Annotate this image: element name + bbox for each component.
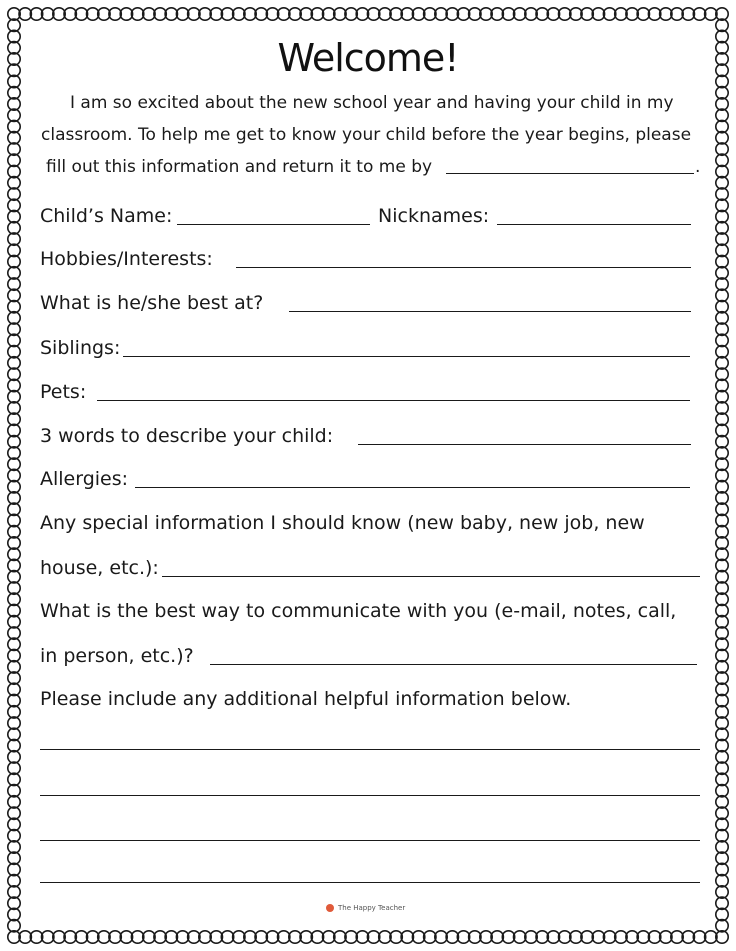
- additional-line-3[interactable]: [40, 840, 700, 841]
- label-communicate-line-2: in person, etc.)?: [40, 645, 194, 667]
- footer-brand: [326, 904, 405, 912]
- best-at-blank[interactable]: [289, 311, 691, 312]
- page-title: Welcome!: [277, 36, 459, 80]
- label-child-name: Child’s Name:: [40, 205, 173, 227]
- hobbies-blank[interactable]: [236, 267, 691, 268]
- label-pets: Pets:: [40, 381, 87, 403]
- return-date-blank[interactable]: [446, 173, 694, 174]
- allergies-blank[interactable]: [135, 487, 690, 488]
- special-info-blank[interactable]: [162, 576, 700, 577]
- label-three-words: 3 words to describe your child:: [40, 425, 334, 447]
- intro-line-3-end: .: [695, 157, 701, 177]
- label-communicate-line-1: What is the best way to communicate with you (e-mail, notes, call,: [40, 600, 677, 622]
- additional-line-2[interactable]: [40, 795, 700, 796]
- label-best-at: What is he/she best at?: [40, 292, 264, 314]
- siblings-blank[interactable]: [123, 356, 690, 357]
- label-allergies: Allergies:: [40, 468, 129, 490]
- child-name-blank[interactable]: [177, 224, 370, 225]
- label-special-info-line-1: Any special information I should know (new baby, new job, new: [40, 512, 645, 534]
- three-words-blank[interactable]: [358, 444, 691, 445]
- pets-blank[interactable]: [97, 400, 690, 401]
- additional-line-4[interactable]: [40, 882, 700, 883]
- footer-brand-text: The Happy Teacher: [338, 904, 406, 912]
- label-siblings: Siblings:: [40, 337, 121, 359]
- nicknames-blank[interactable]: [497, 224, 691, 225]
- label-additional-info: Please include any additional helpful information below.: [40, 688, 572, 710]
- additional-line-1[interactable]: [40, 749, 700, 750]
- apple-icon: [326, 904, 334, 912]
- label-special-info-line-2: house, etc.):: [40, 557, 159, 579]
- label-hobbies: Hobbies/Interests:: [40, 248, 213, 270]
- intro-line-2: classroom. To help me get to know your child before the year begins, please: [41, 125, 692, 145]
- label-nicknames: Nicknames:: [378, 205, 490, 227]
- intro-line-1: I am so excited about the new school year and having your child in my: [70, 93, 674, 113]
- intro-line-3: fill out this information and return it to me by: [46, 157, 433, 177]
- communicate-blank[interactable]: [210, 664, 697, 665]
